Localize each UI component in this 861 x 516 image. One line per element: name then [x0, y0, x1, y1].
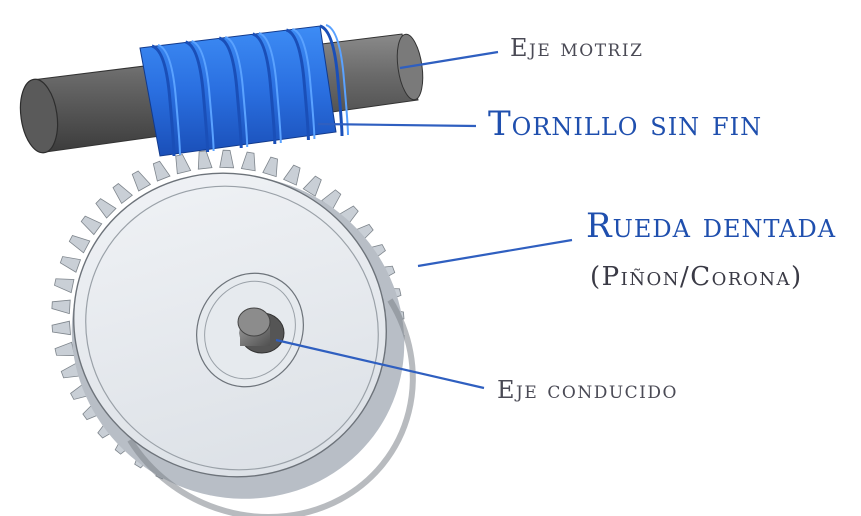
worm-screw	[140, 25, 348, 156]
gear-tooth	[284, 165, 301, 185]
gear-tooth	[52, 321, 70, 335]
gear-tooth	[241, 152, 255, 171]
gear-tooth	[198, 151, 212, 169]
gear-tooth	[113, 184, 132, 204]
gear-tooth	[220, 150, 234, 168]
gear-wheel	[15, 117, 462, 516]
gear-tooth	[263, 157, 278, 177]
gear-tooth	[52, 300, 70, 313]
gear-wheel-alt-label: (Piñon/Corona)	[590, 262, 803, 292]
gear-wheel-label: Rueda dentada	[586, 206, 837, 246]
gear-tooth	[55, 342, 75, 355]
gear-tooth	[54, 279, 73, 293]
gear-tooth	[60, 257, 80, 273]
drive-shaft-label: Eje motriz	[510, 34, 644, 62]
gear-tooth	[69, 235, 90, 252]
gear-tooth	[132, 171, 150, 191]
leader-gear-wheel	[418, 240, 572, 266]
worm-screw-label: Tornillo sin fin	[488, 104, 763, 144]
gear-tooth	[153, 161, 170, 181]
gear-tooth	[96, 199, 116, 218]
gear-tooth	[81, 216, 102, 234]
driven-shaft-label: Eje conducido	[497, 376, 678, 404]
gear-tooth	[176, 154, 191, 173]
